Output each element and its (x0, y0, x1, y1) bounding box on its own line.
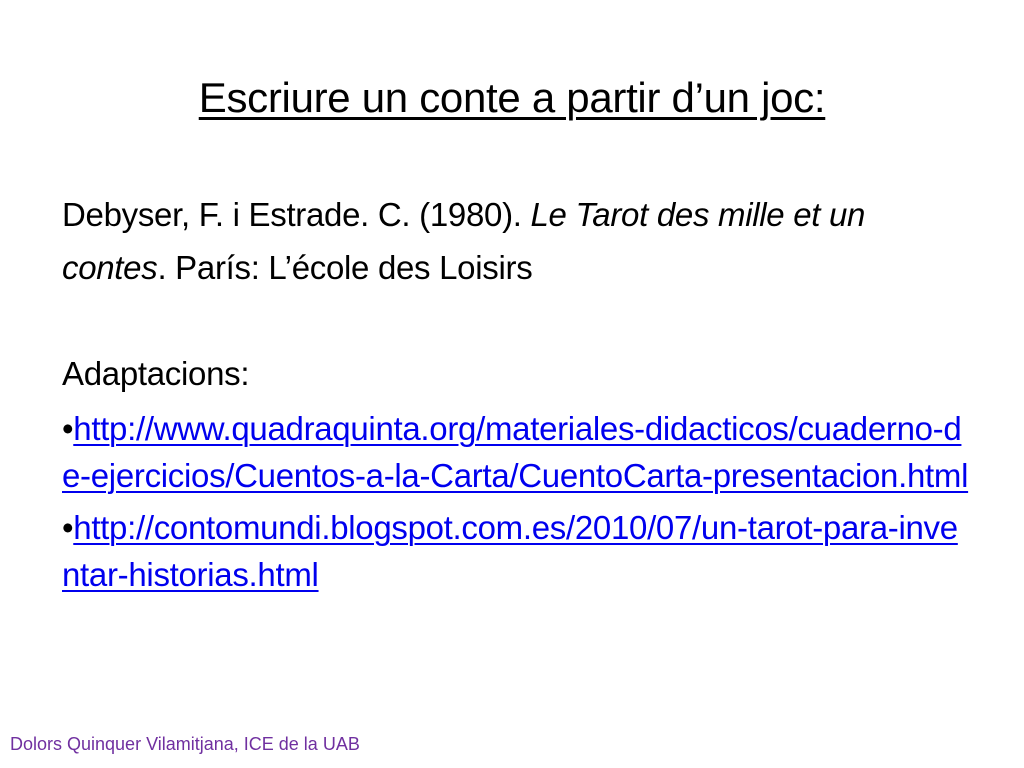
adaptations-label: Adaptacions: (62, 355, 250, 392)
list-item (62, 405, 972, 499)
bibliographic-reference (62, 188, 972, 294)
reference-publisher: . París: L’école des Loisirs (157, 249, 533, 286)
list-item (62, 504, 972, 598)
bullet-icon: • (62, 509, 74, 546)
slide-title: Escriure un conte a partir d’un joc: (198, 74, 826, 121)
slide-footer: Dolors Quinquer Vilamitjana, ICE de la UAB (10, 734, 360, 754)
link-contomundi[interactable]: http://contomundi.blogspot.com.es/2010/07/un-tarot-para-inventar-historias.html (62, 509, 958, 593)
link-quadraquinta[interactable]: http://www.quadraquinta.org/materiales-didacticos/cuaderno-de-ejercicios/Cuentos-a-la-Carta/CuentoCarta-presentacion.html (62, 410, 969, 494)
reference-book-title: Le Tarot des mille et un contes (62, 196, 866, 286)
slide-body (62, 188, 972, 598)
reference-authors-year: Debyser, F. i Estrade. C. (1980). (62, 196, 531, 233)
bullet-icon: • (62, 410, 74, 447)
